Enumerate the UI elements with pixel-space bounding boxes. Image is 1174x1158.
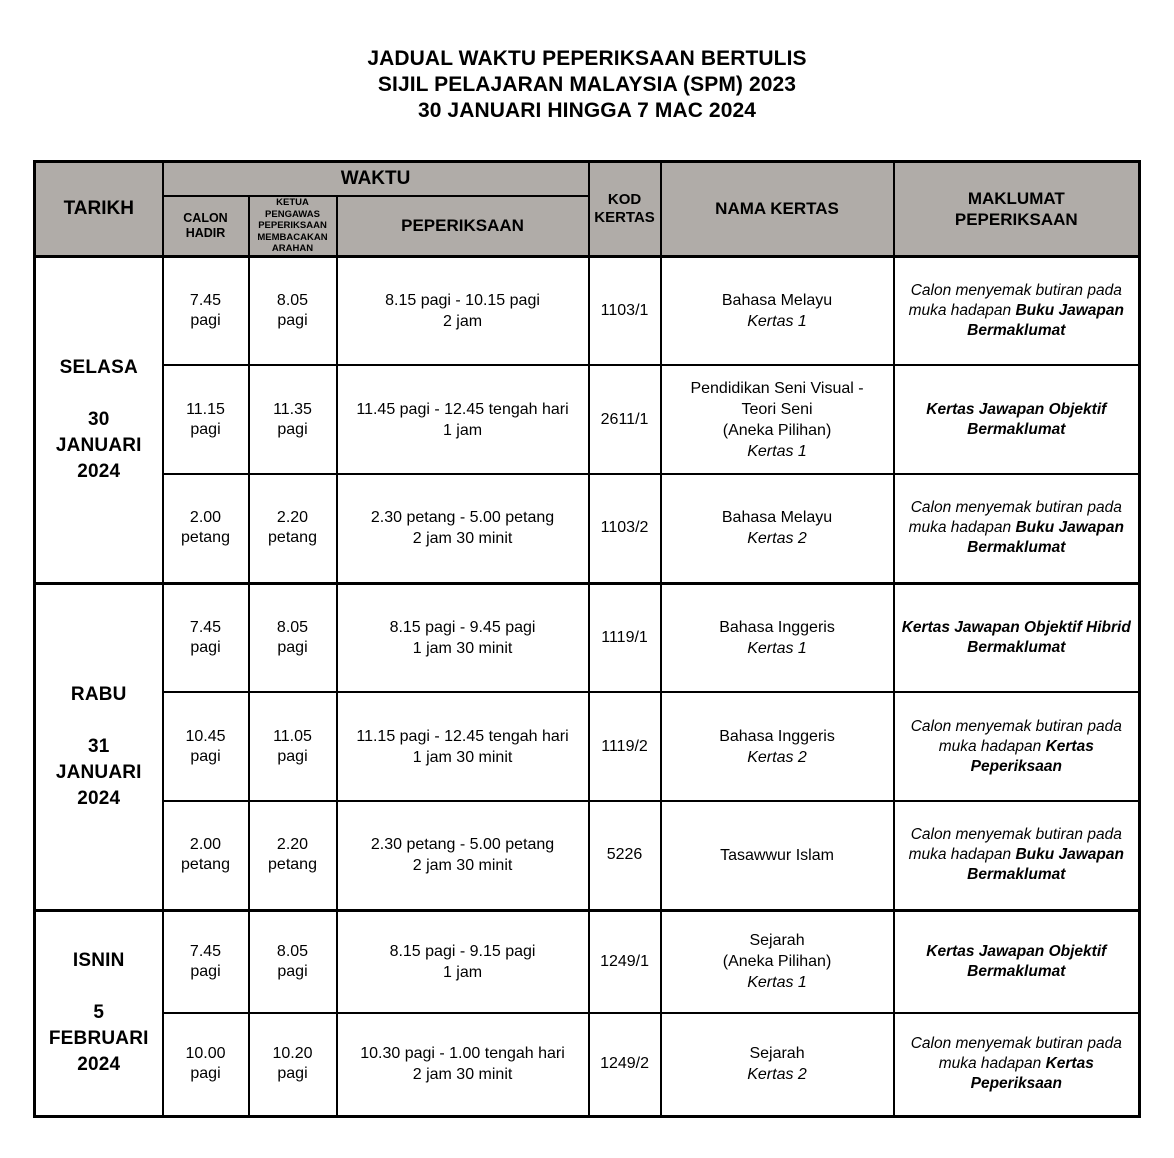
calon-time-period: petang <box>181 529 230 547</box>
date-number: 31 <box>87 735 110 757</box>
paper-number-label: Kertas 1 <box>747 974 807 992</box>
ketua-time-value: 11.35 <box>273 400 312 418</box>
calon-hadir-time <box>163 692 249 801</box>
paper-name-line-3: (Aneka Pilihan) <box>722 421 832 439</box>
exam-info-plain-text: Calon menyemak butiran pada muka hadapan <box>908 826 1122 864</box>
table-row <box>35 365 1140 474</box>
exam-time-range: 2.30 petang - 5.00 petang <box>370 836 555 854</box>
column-header-tarikh: TARIKH <box>35 162 163 257</box>
paper-name-cell <box>661 1013 894 1116</box>
table-header <box>35 162 1140 257</box>
exam-info-bold-text: Buku Jawapan Bermaklumat <box>967 519 1124 557</box>
paper-name-cell <box>661 583 894 692</box>
calon-hadir-time <box>163 256 249 365</box>
date-day: SELASA <box>59 356 138 378</box>
exam-info-cell <box>894 692 1140 801</box>
date-day: RABU <box>70 683 127 705</box>
paper-code-cell: 2611/1 <box>589 365 661 474</box>
exam-time-range: 11.45 pagi - 12.45 tengah hari <box>356 400 569 418</box>
paper-name-cell <box>661 474 894 583</box>
table-body <box>35 256 1140 1116</box>
exam-info-cell <box>894 910 1140 1013</box>
table-row <box>35 583 1140 692</box>
exam-time-cell <box>337 1013 589 1116</box>
date-cell <box>35 910 163 1116</box>
exam-duration: 2 jam 30 minit <box>412 1066 513 1084</box>
calon-header-line-1: CALON <box>183 210 228 225</box>
ketua-time-value: 8.05 <box>276 618 309 636</box>
calon-time-period: pagi <box>190 311 221 329</box>
paper-name-line-1: Pendidikan Seni Visual - <box>690 379 864 397</box>
paper-name-line-1: Sejarah <box>749 932 805 950</box>
exam-info-bold-text: Kertas Peperiksaan <box>970 737 1094 775</box>
exam-timetable <box>33 160 1141 1118</box>
ketua-header-line-3: PEPERIKSAAN <box>258 220 327 231</box>
table-row <box>35 692 1140 801</box>
exam-duration: 2 jam 30 minit <box>412 530 513 548</box>
exam-info-plain-text: Calon menyemak butiran pada muka hadapan <box>908 281 1122 319</box>
exam-info-cell <box>894 583 1140 692</box>
exam-duration: 1 jam 30 minit <box>412 639 513 657</box>
paper-name-line-1: Tasawwur Islam <box>720 846 834 864</box>
paper-name-cell <box>661 256 894 365</box>
ketua-pengawas-time <box>249 256 337 365</box>
exam-info-bold-text: Buku Jawapan Bermaklumat <box>967 301 1124 339</box>
calon-hadir-time <box>163 910 249 1013</box>
exam-time-cell <box>337 692 589 801</box>
title-line-2: SIJIL PELAJARAN MALAYSIA (SPM) 2023 <box>377 73 797 96</box>
exam-duration: 2 jam 30 minit <box>412 857 513 875</box>
paper-name-line-1: Bahasa Inggeris <box>719 727 835 745</box>
exam-info-bold-text: Kertas Jawapan Objektif Bermaklumat <box>926 942 1107 980</box>
calon-time-value: 11.15 <box>186 400 225 418</box>
exam-time-cell <box>337 583 589 692</box>
exam-info-plain-text: Calon menyemak butiran pada muka hadapan <box>910 717 1122 755</box>
exam-info-plain-text: Calon menyemak butiran pada muka hadapan <box>908 499 1122 537</box>
ketua-pengawas-time <box>249 583 337 692</box>
paper-code-cell: 1249/1 <box>589 910 661 1013</box>
column-header-maklumat-peperiksaan <box>894 162 1140 257</box>
paper-number-label: Kertas 1 <box>747 639 807 657</box>
ketua-time-period: pagi <box>277 962 308 980</box>
paper-number-label: Kertas 2 <box>747 530 807 548</box>
ketua-time-value: 10.20 <box>272 1045 313 1063</box>
ketua-time-value: 2.20 <box>276 836 309 854</box>
ketua-time-period: pagi <box>277 1065 308 1083</box>
ketua-header-line-5: ARAHAN <box>271 243 314 254</box>
column-header-waktu: WAKTU <box>163 162 589 197</box>
paper-name-line-2: (Aneka Pilihan) <box>722 953 832 971</box>
paper-number-label: Kertas 1 <box>747 312 807 330</box>
calon-header-line-2: HADIR <box>185 225 226 240</box>
exam-time-range: 8.15 pagi - 10.15 pagi <box>385 291 540 309</box>
paper-name-cell <box>661 910 894 1013</box>
calon-time-value: 2.00 <box>189 836 222 854</box>
exam-info-cell <box>894 365 1140 474</box>
date-day: ISNIN <box>72 950 125 971</box>
paper-name-line-1: Bahasa Melayu <box>721 291 833 309</box>
exam-time-cell <box>337 474 589 583</box>
exam-info-cell <box>894 256 1140 365</box>
timetable-container <box>0 160 1174 1118</box>
date-month: JANUARI <box>55 434 142 456</box>
exam-time-cell <box>337 910 589 1013</box>
ketua-time-period: pagi <box>277 638 308 656</box>
calon-time-period: pagi <box>190 747 221 765</box>
calon-time-value: 7.45 <box>189 618 222 636</box>
calon-time-period: pagi <box>190 420 221 438</box>
exam-time-range: 8.15 pagi - 9.45 pagi <box>389 618 536 636</box>
paper-code-cell: 1249/2 <box>589 1013 661 1116</box>
ketua-time-period: pagi <box>277 420 308 438</box>
calon-time-period: pagi <box>190 638 221 656</box>
exam-info-bold-text: Kertas Jawapan Objektif Bermaklumat <box>926 400 1107 438</box>
table-row <box>35 910 1140 1013</box>
paper-number-label: Kertas 1 <box>747 442 807 460</box>
ketua-time-value: 8.05 <box>276 291 309 309</box>
exam-time-cell <box>337 256 589 365</box>
ketua-time-period: petang <box>268 529 317 547</box>
date-month: JANUARI <box>55 761 142 783</box>
ketua-pengawas-time <box>249 801 337 910</box>
exam-time-cell <box>337 801 589 910</box>
ketua-pengawas-time <box>249 910 337 1013</box>
paper-name-cell <box>661 801 894 910</box>
calon-hadir-time <box>163 474 249 583</box>
table-row <box>35 474 1140 583</box>
exam-duration: 1 jam <box>442 421 483 439</box>
date-number: 5 <box>93 1002 105 1023</box>
calon-time-period: pagi <box>190 1065 221 1083</box>
ketua-time-period: pagi <box>277 747 308 765</box>
ketua-pengawas-time <box>249 1013 337 1116</box>
paper-code-cell: 1119/1 <box>589 583 661 692</box>
ketua-header-line-4: MEMBACAKAN <box>257 231 328 243</box>
table-row <box>35 256 1140 365</box>
calon-hadir-time <box>163 801 249 910</box>
ketua-pengawas-time <box>249 474 337 583</box>
date-year: 2024 <box>77 460 121 482</box>
kod-header-line-1: KOD <box>607 190 642 208</box>
date-month: FEBRUARI <box>48 1028 149 1049</box>
date-spacer <box>36 708 162 734</box>
column-header-ketua-pengawas <box>249 196 337 256</box>
paper-code-cell: 1119/2 <box>589 692 661 801</box>
paper-name-line-2: Teori Seni <box>741 400 813 418</box>
maklumat-header-line-1: MAKLUMAT <box>967 188 1065 208</box>
column-header-peperiksaan: PEPERIKSAAN <box>337 196 589 256</box>
date-spacer <box>36 974 162 1000</box>
table-row <box>35 1013 1140 1116</box>
column-header-nama-kertas: NAMA KERTAS <box>661 162 894 257</box>
exam-info-bold-text: Buku Jawapan Bermaklumat <box>967 846 1124 884</box>
calon-time-value: 10.00 <box>185 1045 226 1063</box>
exam-duration: 2 jam <box>442 312 483 330</box>
exam-time-range: 8.15 pagi - 9.15 pagi <box>389 942 536 960</box>
paper-name-line-1: Bahasa Inggeris <box>719 618 835 636</box>
ketua-header-line-1: KETUA <box>276 197 309 208</box>
maklumat-header-line-2: PEPERIKSAAN <box>954 209 1078 229</box>
date-cell <box>35 256 163 583</box>
title-line-1: JADUAL WAKTU PEPERIKSAAN BERTULIS <box>367 47 807 70</box>
exam-info-bold-text: Kertas Peperiksaan <box>970 1055 1094 1093</box>
date-number: 30 <box>87 408 110 430</box>
calon-time-value: 2.00 <box>189 509 222 527</box>
exam-info-plain-text: Calon menyemak butiran pada muka hadapan <box>910 1035 1122 1073</box>
paper-code-cell: 1103/2 <box>589 474 661 583</box>
calon-time-period: petang <box>181 856 230 874</box>
calon-time-value: 7.45 <box>189 291 222 309</box>
date-year: 2024 <box>77 1054 121 1075</box>
exam-duration: 1 jam 30 minit <box>412 748 513 766</box>
exam-info-cell <box>894 1013 1140 1116</box>
exam-time-cell <box>337 365 589 474</box>
paper-name-cell <box>661 365 894 474</box>
calon-hadir-time <box>163 365 249 474</box>
calon-time-period: pagi <box>190 962 221 980</box>
ketua-header-line-2: PENGAWAS <box>265 208 320 220</box>
table-row <box>35 801 1140 910</box>
exam-time-range: 11.15 pagi - 12.45 tengah hari <box>356 727 569 745</box>
title-line-3: 30 JANUARI HINGGA 7 MAC 2024 <box>417 99 757 122</box>
exam-info-cell <box>894 801 1140 910</box>
ketua-time-value: 11.05 <box>273 727 312 745</box>
exam-info-cell <box>894 474 1140 583</box>
date-cell <box>35 583 163 910</box>
calon-hadir-time <box>163 1013 249 1116</box>
paper-number-label: Kertas 2 <box>747 748 807 766</box>
paper-code-cell: 1103/1 <box>589 256 661 365</box>
paper-number-label: Kertas 2 <box>747 1066 807 1084</box>
exam-time-range: 2.30 petang - 5.00 petang <box>370 509 555 527</box>
date-spacer <box>36 381 162 407</box>
ketua-time-value: 8.05 <box>276 942 309 960</box>
exam-duration: 1 jam <box>442 963 483 981</box>
paper-name-line-1: Sejarah <box>749 1045 805 1063</box>
calon-time-value: 10.45 <box>185 727 226 745</box>
column-header-kod-kertas <box>589 162 661 257</box>
calon-hadir-time <box>163 583 249 692</box>
kod-header-line-2: KERTAS <box>594 208 655 226</box>
page-title <box>0 0 1174 124</box>
ketua-time-period: petang <box>268 856 317 874</box>
exam-time-range: 10.30 pagi - 1.00 tengah hari <box>360 1045 565 1063</box>
ketua-time-value: 2.20 <box>276 509 309 527</box>
paper-code-cell: 5226 <box>589 801 661 910</box>
calon-time-value: 7.45 <box>189 942 222 960</box>
paper-name-cell <box>661 692 894 801</box>
ketua-pengawas-time <box>249 692 337 801</box>
exam-info-bold-text: Kertas Jawapan Objektif Hibrid Bermaklumat <box>901 618 1131 656</box>
ketua-time-period: pagi <box>277 311 308 329</box>
date-year: 2024 <box>77 787 121 809</box>
header-row-top <box>35 162 1140 197</box>
ketua-pengawas-time <box>249 365 337 474</box>
column-header-calon-hadir <box>163 196 249 256</box>
paper-name-line-1: Bahasa Melayu <box>721 509 833 527</box>
